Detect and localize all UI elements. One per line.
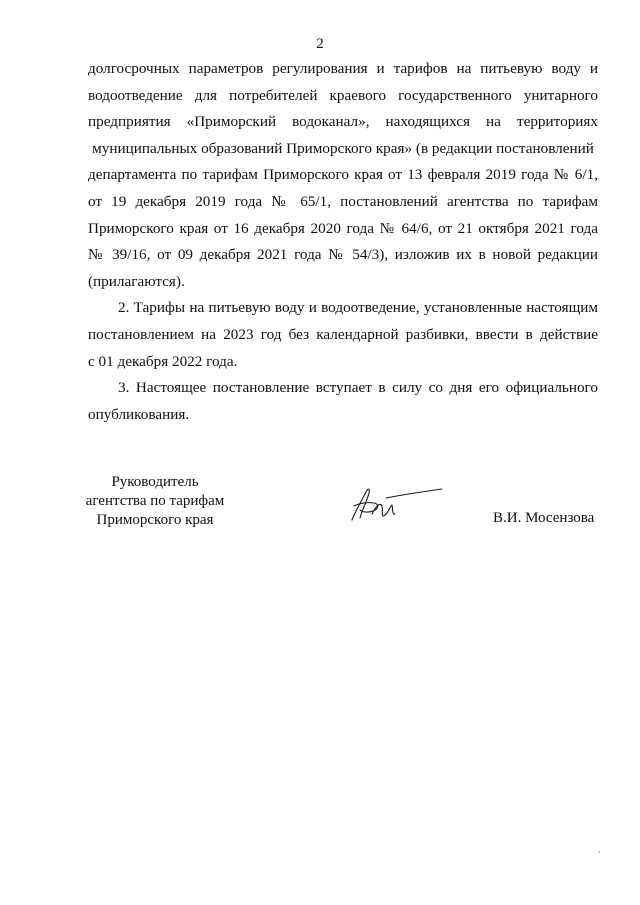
- text-line: Приморского края от 16 декабря 2020 года № 64/6, от 21 октября 2021 года: [88, 219, 598, 237]
- signer-title-line: Приморского края: [96, 512, 214, 528]
- text-line: департамента по тарифам Приморского края от 13 февраля 2019 года № 6/1,: [88, 166, 598, 184]
- signature-block: [0, 466, 640, 556]
- text-line: 3. Настоящее постановление вступает в силу со дня его официального: [118, 379, 598, 397]
- text-line: муниципальных образований Приморского края» (в редакции постановлений: [92, 139, 594, 157]
- text-line: 2. Тарифы на питьевую воду и водоотведение, установленные настоящим: [118, 299, 598, 317]
- paragraph-3: [88, 375, 598, 428]
- text-line: от 19 декабря 2019 года № 65/1, постановлений агентства по тарифам: [88, 192, 598, 210]
- text-line: постановлением на 2023 год без календарной разбивки, ввести в действие: [88, 325, 598, 343]
- text-line: опубликования.: [88, 405, 190, 423]
- text-line: (прилагаются).: [88, 272, 185, 290]
- text-line: предприятия «Приморский водоканал», находящихся на территориях: [88, 113, 598, 131]
- paragraph-2: [88, 295, 598, 375]
- text-line: долгосрочных параметров регулирования и тарифов на питьевую воду и: [88, 60, 598, 77]
- page-number: 2: [316, 36, 324, 52]
- signer-name: В.И. Мосензова: [493, 510, 595, 526]
- document-body: [88, 56, 598, 428]
- handwritten-signature: [346, 484, 446, 524]
- paragraph-1: [88, 56, 598, 295]
- signer-title-line: агентства по тарифам: [85, 493, 225, 509]
- signer-title-line: Руководитель: [111, 474, 199, 490]
- scan-dot: [597, 850, 601, 854]
- text-line: водоотведение для потребителей краевого государственного унитарного: [88, 86, 598, 104]
- text-line: с 01 декабря 2022 года.: [88, 352, 238, 370]
- text-line: № 39/16, от 09 декабря 2021 года № 54/3), изложив их в новой редакции: [88, 246, 598, 264]
- signer-title: [80, 473, 230, 530]
